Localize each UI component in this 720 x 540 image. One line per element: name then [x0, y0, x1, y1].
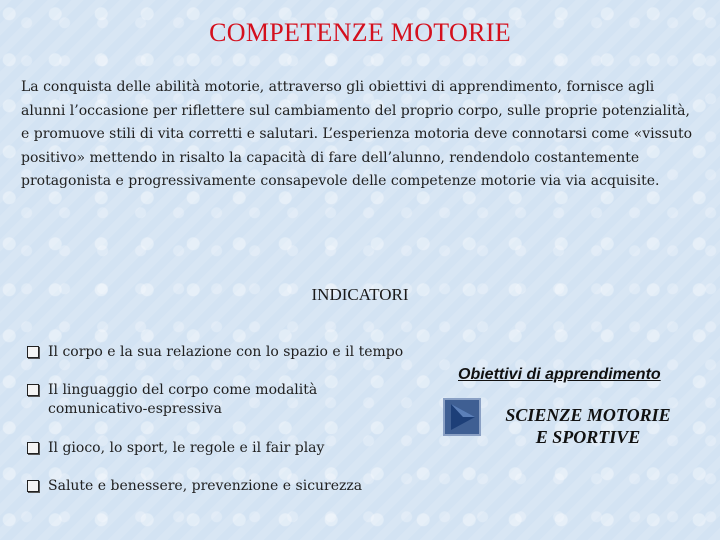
checkbox-bullet-icon [27, 442, 39, 454]
indicatore-text: Il linguaggio del corpo come modalità comunicativo-espressiva [48, 382, 318, 417]
page-title: COMPETENZE MOTORIE [209, 18, 511, 47]
indicatore-text: Il corpo e la sua relazione con lo spazio e il tempo [48, 344, 404, 360]
checkbox-bullet-icon [27, 384, 39, 396]
indicatore-item [27, 381, 347, 419]
indicatore-text: Il gioco, lo sport, le regole e il fair play [48, 440, 325, 456]
subject-label [490, 404, 686, 448]
subject-line-2: E SPORTIVE [535, 427, 641, 447]
subject-line-1: SCIENZE MOTORIE [505, 405, 671, 425]
indicatori-heading: INDICATORI [311, 285, 409, 304]
obiettivi-heading: Obiettivi di apprendimento [458, 366, 661, 383]
indicatore-text: Salute e benessere, prevenzione e sicurezza [48, 478, 363, 494]
indicatore-item [27, 477, 407, 496]
indicatore-item [27, 343, 407, 362]
indicatore-item [27, 439, 407, 458]
play-arrow-button[interactable] [443, 398, 481, 436]
checkbox-bullet-icon [27, 480, 39, 492]
play-arrow-icon [445, 400, 479, 434]
intro-paragraph: La conquista delle abilità motorie, attraverso gli obiettivi di apprendimento, fornisce agli alunni l’occasione per riflettere sul cambiamento del proprio corpo, sulle proprie potenzialità, e promuove stili di vita corretti e salutari. L’esperienza motoria deve connotarsi come «vissuto positivo» mettendo in risalto la capacità di fare dell’alunno, rendendolo costantemente protagonista e progressivamente consapevole delle competenze motorie via via acquisite. [21, 79, 693, 189]
checkbox-bullet-icon [27, 346, 39, 358]
